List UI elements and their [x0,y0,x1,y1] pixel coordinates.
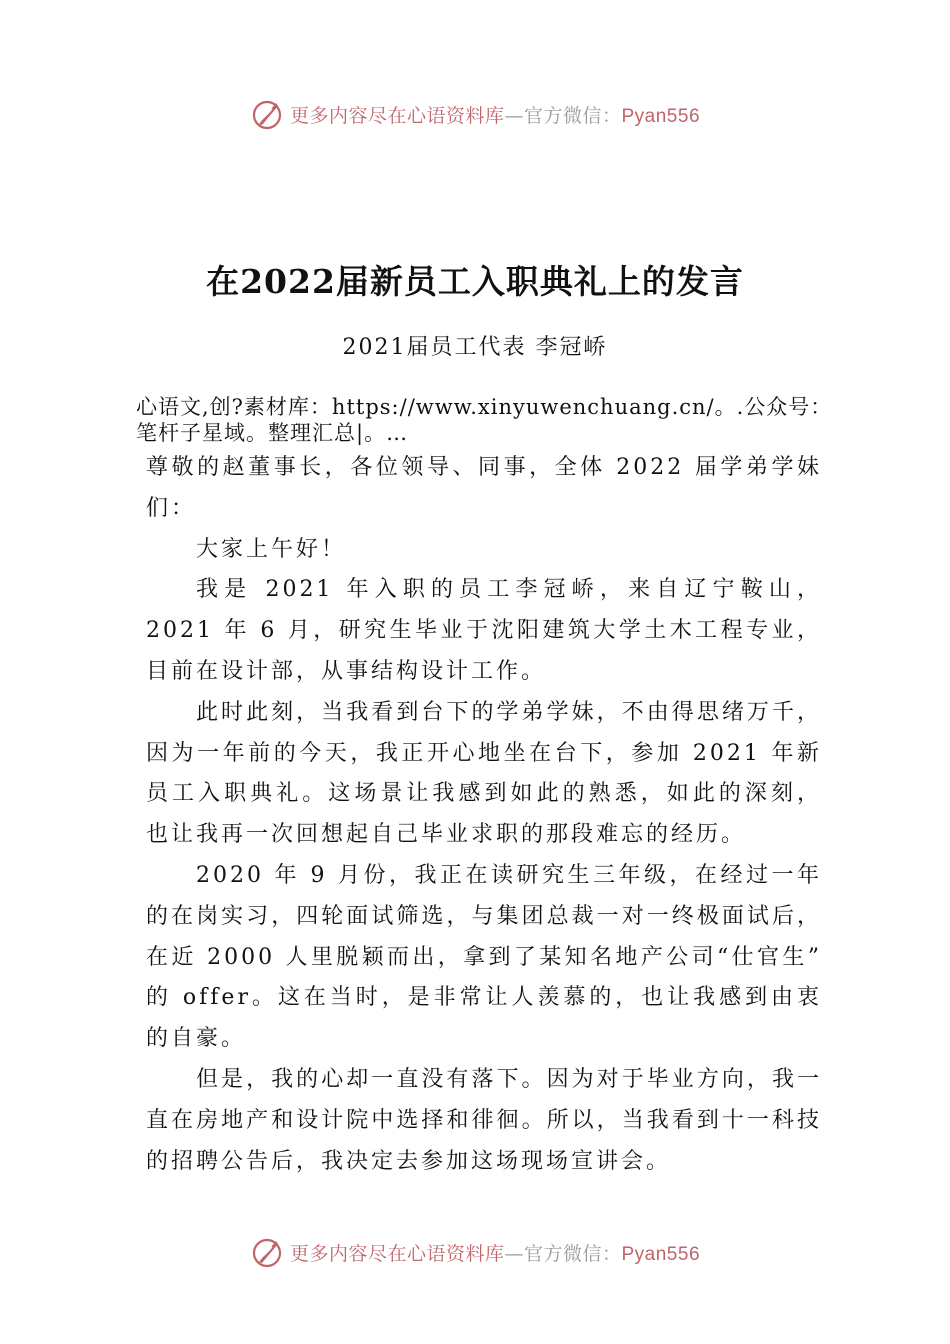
speech-body [146,448,822,1182]
quill-logo-icon [250,1235,284,1269]
footer-banner [0,1234,950,1270]
header-banner-text: 更多内容尽在心语资料库—官方微信：Pyan556 [289,104,701,127]
footer-wechat-id: Pyan556 [621,1243,701,1265]
paragraph-reflection: 此时此刻，当我看到台下的学弟学妹，不由得思绪万千，因为一年前的今天，我正开心地坐在台下，参加 2021 年新员工入职典礼。这场景让我感到如此的熟悉，如此的深刻， 也让我再一次回想起自己毕业求职的那段难忘的经历。 [146,699,822,848]
source-line: 心语文,创?素材库：https://www.xinyuwenchuang.cn/。.公众号：笔杆子星域。整理汇总|。… [136,395,833,445]
paragraph-greeting: 大家上午好！ [196,536,347,562]
document-subtitle: 2021届员工代表 李冠峤 [342,335,608,360]
salutation: 尊敬的赵董事长，各位领导、同事，全体 2022 届学弟学妹们： [146,455,822,521]
footer-banner-text: 更多内容尽在心语资料库—官方微信：Pyan556 [289,1242,701,1265]
header-banner [0,96,950,132]
quill-logo-icon [250,97,284,131]
paragraph-job-search: 2020 年 9 月份，我正在读研究生三年级，在经过一年的在岗实习，四轮面试筛选，与集团总裁一对一终极面试后， 在近 2000 人里脱颖而出，拿到了某知名地产公司“仕官生” 的 offer。这在当时，是非常让人羡慕的，也让我感到由衷的自豪。 [146,862,822,1052]
document-title: 在2022届新员工入职典礼上的发言 [206,262,744,301]
paragraph-decision: 但是，我的心却一直没有落下。因为对于毕业方向，我一直在房地产和设计院中选择和徘徊。所以，当我看到十一科技的招聘公告后，我决定去参加这场现场宣讲会。 [146,1066,822,1174]
paragraph-intro: 我是 2021 年入职的员工李冠峤，来自辽宁鞍山，2021 年 6 月，研究生毕业于沈阳建筑大学土木工程专业，目前在设计部，从事结构设计工作。 [146,577,822,684]
header-wechat-id: Pyan556 [621,105,701,127]
